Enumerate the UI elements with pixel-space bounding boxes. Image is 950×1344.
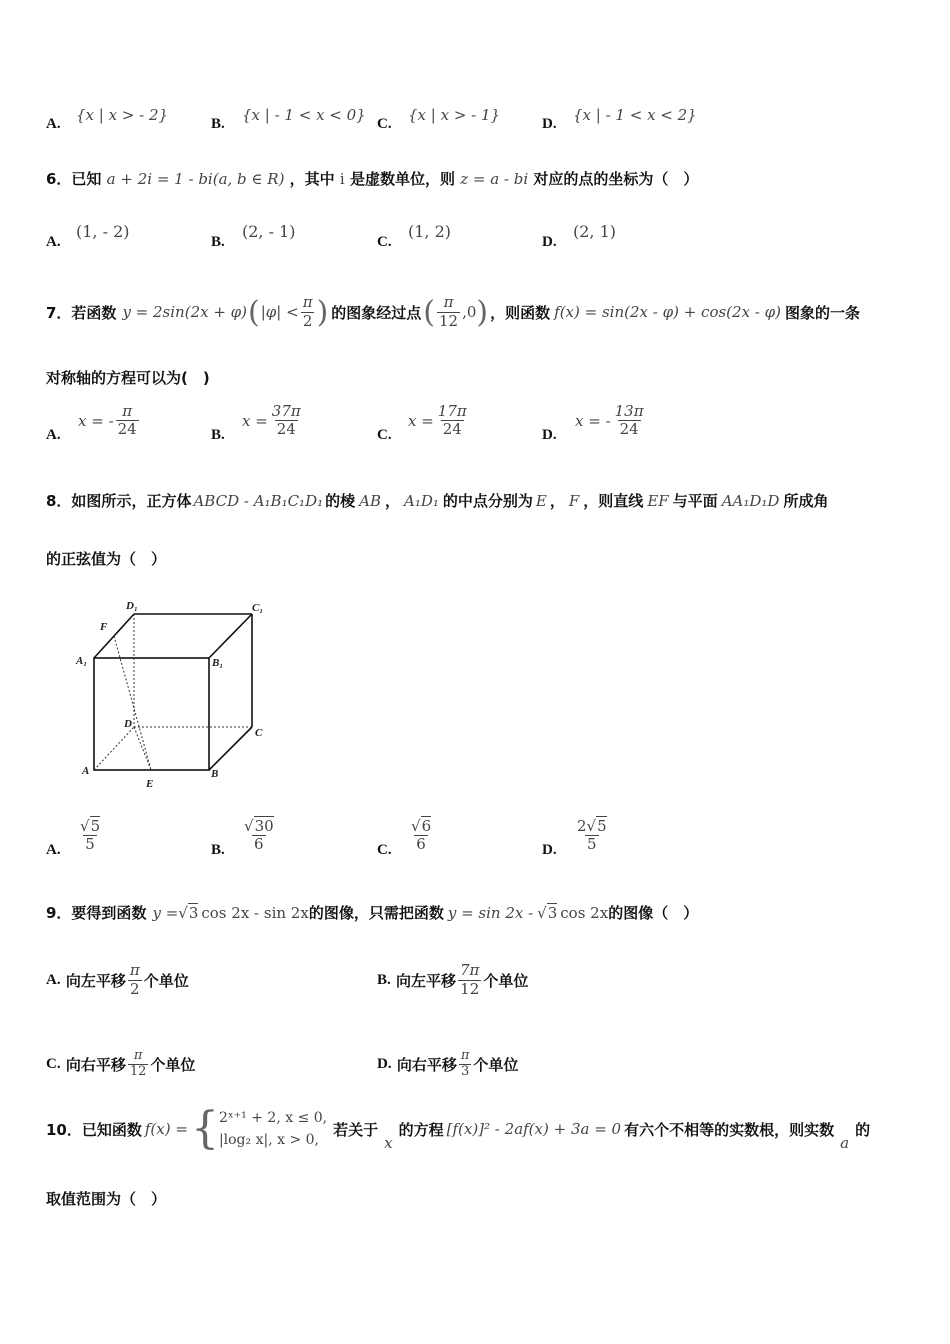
q6-option-d: (2, 1) bbox=[573, 222, 617, 241]
option-label: D. bbox=[542, 842, 557, 858]
q8-text: 所成角 bbox=[783, 492, 829, 510]
q7-option-b: x = bbox=[242, 411, 268, 430]
q9-option-a bbox=[46, 958, 189, 1002]
q8-formula: F bbox=[568, 491, 580, 510]
q10-text: 若关于 bbox=[333, 1120, 379, 1139]
paren-left: ( bbox=[423, 294, 436, 330]
q9-text: 的图像，只需把函数 bbox=[308, 904, 444, 922]
coef: 2 bbox=[577, 817, 587, 835]
vertex-label: E bbox=[146, 778, 154, 790]
frac-num: 17π bbox=[437, 402, 467, 420]
question-8 bbox=[46, 490, 828, 511]
sqrt-value: 5 bbox=[90, 817, 101, 835]
q8-text: 的中点分别为 bbox=[442, 492, 533, 510]
q10-case-2: |log₂ x|, x > 0, bbox=[218, 1132, 319, 1148]
option-label: A. bbox=[46, 427, 61, 443]
frac-num: π bbox=[129, 961, 140, 980]
cube-hidden-edge bbox=[134, 727, 151, 770]
frac-num: π bbox=[133, 1047, 143, 1063]
frac-den: 6 bbox=[416, 835, 426, 854]
option-label: D. bbox=[542, 234, 557, 250]
q9-formula: y = bbox=[152, 903, 179, 922]
frac-den: 24 bbox=[276, 420, 296, 439]
frac-den: 6 bbox=[254, 835, 264, 854]
option-text: 向左平移 bbox=[65, 971, 126, 990]
q8-text: ， bbox=[384, 492, 400, 510]
q9-text: 的图像（ ） bbox=[608, 904, 699, 922]
option-label: B. bbox=[211, 842, 225, 858]
q7-formula: |φ| < bbox=[260, 303, 299, 321]
option-text: 向左平移 bbox=[396, 971, 457, 990]
q9-text: 9．要得到函数 bbox=[46, 904, 147, 922]
option-label: A. bbox=[46, 234, 61, 250]
q8-text: ， bbox=[549, 492, 565, 510]
q5-option-b: {x | - 1 < x < 0} bbox=[242, 106, 366, 124]
vertex-label: C₁ bbox=[252, 602, 264, 614]
cube-edge bbox=[209, 727, 252, 770]
q8-formula: E bbox=[535, 491, 547, 510]
q6-formula: z = a - bi bbox=[460, 170, 529, 188]
option-label: C. bbox=[377, 842, 392, 858]
option-text: 个单位 bbox=[143, 971, 189, 990]
frac-den: 24 bbox=[442, 420, 462, 439]
q10-line2: 取值范围为（ ） bbox=[46, 1190, 167, 1208]
q5-option-c: {x | x > - 1} bbox=[408, 106, 501, 124]
option-label: D. bbox=[542, 427, 557, 443]
q9-formula: y = sin 2x - bbox=[447, 903, 534, 922]
q8-formula: AA₁D₁D bbox=[721, 491, 780, 510]
cube-edge bbox=[209, 614, 252, 658]
frac-den: 24 bbox=[117, 420, 137, 439]
option-text: 个单位 bbox=[150, 1055, 196, 1074]
question-9: 9．要得到函数 y = √3 cos 2x - sin 2x 的图像，只需把函数 y = sin 2x - √3 cos 2x 的图像（ ） bbox=[46, 903, 699, 922]
q6-text: 6．已知 bbox=[46, 170, 102, 188]
vertex-label: D₁ bbox=[126, 600, 138, 612]
frac-den: 5 bbox=[85, 835, 95, 854]
q8-text: ，则直线 bbox=[583, 492, 644, 510]
q6-option-b: (2, - 1) bbox=[242, 222, 296, 241]
q10-case-1: 2ˣ⁺¹ + 2, x ≤ 0, bbox=[218, 1110, 328, 1126]
question-7 bbox=[46, 284, 860, 340]
q9-option-b bbox=[377, 958, 528, 1002]
option-label: B. bbox=[211, 234, 225, 250]
paren-right: ) bbox=[476, 294, 489, 330]
vertex-label: B₁ bbox=[212, 657, 224, 669]
option-text: 向右平移 bbox=[396, 1055, 457, 1074]
option-label: A. bbox=[46, 971, 61, 988]
q7-formula: f(x) = sin(2x - φ) + cos(2x - φ) bbox=[554, 303, 781, 321]
q6-text: ，其中 bbox=[289, 170, 335, 188]
q8-formula: AB bbox=[359, 491, 381, 510]
q7-text: ，则函数 bbox=[490, 303, 551, 322]
q7-frac-den: 12 bbox=[439, 311, 459, 330]
q8-text: 的棱 bbox=[325, 492, 356, 510]
vertex-label: D bbox=[124, 718, 132, 730]
q6-formula: i bbox=[339, 170, 345, 188]
q8-text: 8．如图所示，正方体 bbox=[46, 492, 192, 510]
option-label: C. bbox=[377, 427, 392, 443]
frac-den: 3 bbox=[460, 1063, 470, 1079]
q10-formula: a bbox=[840, 1134, 850, 1152]
q10-text: 10．已知函数 bbox=[46, 1120, 142, 1139]
q8-option-c: $\frac{√6}{6}$ bbox=[411, 817, 432, 854]
cube-front-face bbox=[94, 658, 209, 770]
q8-line2: 的正弦值为（ ） bbox=[46, 550, 167, 568]
q7-frac-num: π bbox=[443, 293, 454, 312]
frac-num: 37π bbox=[271, 402, 301, 420]
q10-text: 有六个不相等的实数根，则实数 bbox=[624, 1120, 835, 1139]
frac-num: π bbox=[460, 1047, 470, 1063]
q10-formula: f(x) = bbox=[144, 1120, 188, 1138]
q6-option-a: (1, - 2) bbox=[76, 222, 130, 241]
cube-figure bbox=[72, 592, 292, 792]
q8-text: 与平面 bbox=[672, 492, 718, 510]
sqrt-value: 5 bbox=[597, 817, 607, 835]
q10-formula: [f(x)]² - 2af(x) + 3a = 0 bbox=[446, 1120, 622, 1138]
q7-formula: y = 2sin(2x + φ) bbox=[122, 303, 248, 321]
q9-formula: cos 2x bbox=[560, 903, 609, 922]
q7-text: 7．若函数 bbox=[46, 303, 117, 322]
option-label: B. bbox=[211, 427, 225, 443]
sqrt-value: 3 bbox=[188, 903, 199, 922]
q9-option-c bbox=[46, 1042, 195, 1086]
option-text: 个单位 bbox=[473, 1055, 519, 1074]
frac-den: 12 bbox=[129, 1063, 147, 1079]
frac-num: π bbox=[122, 402, 133, 420]
q10-text: 的方程 bbox=[398, 1120, 444, 1139]
q7-text: 图象的一条 bbox=[785, 303, 861, 322]
option-text: 向右平移 bbox=[65, 1055, 126, 1074]
q7-frac-den: 2 bbox=[302, 311, 313, 330]
q6-text: 对应的点的坐标为（ ） bbox=[533, 170, 699, 188]
option-label: A. bbox=[46, 116, 61, 132]
option-label: A. bbox=[46, 842, 61, 858]
q5-option-a: {x | x > - 2} bbox=[76, 106, 169, 124]
q10-formula: x bbox=[384, 1134, 393, 1152]
option-label: D. bbox=[377, 1055, 392, 1072]
paren-right: ) bbox=[316, 294, 329, 330]
sqrt-value: 6 bbox=[421, 817, 432, 835]
q8-formula: A₁D₁ bbox=[404, 491, 439, 510]
q7-option-a: x = - bbox=[78, 411, 114, 430]
brace-left: { bbox=[190, 1103, 219, 1154]
option-label: B. bbox=[211, 116, 225, 132]
frac-den: 12 bbox=[460, 979, 480, 998]
q8-formula: EF bbox=[647, 491, 669, 510]
frac-den: 5 bbox=[587, 835, 597, 854]
q9-option-d bbox=[377, 1042, 518, 1086]
vertex-label: C bbox=[255, 727, 263, 739]
vertex-label: F bbox=[100, 621, 108, 633]
sqrt-value: 30 bbox=[254, 817, 274, 835]
q7-option-c: x = bbox=[408, 411, 434, 430]
option-label: B. bbox=[377, 971, 391, 988]
option-text: 个单位 bbox=[483, 971, 529, 990]
q7-frac-num: π bbox=[302, 293, 313, 312]
frac-num: 7π bbox=[460, 961, 480, 980]
frac-den: 24 bbox=[619, 420, 639, 439]
vertex-label: A bbox=[82, 765, 90, 777]
frac-den: 2 bbox=[130, 979, 140, 998]
option-label: D. bbox=[542, 116, 557, 132]
q8-option-b: $\frac{√30}{6}$ bbox=[244, 817, 274, 854]
line-ef bbox=[114, 636, 151, 770]
vertex-label: A₁ bbox=[76, 655, 88, 667]
q6-option-c: (1, 2) bbox=[408, 222, 452, 241]
q6-formula: a + 2i = 1 - bi(a, b ∈ R) bbox=[106, 170, 285, 188]
vertex-label: B bbox=[211, 768, 219, 780]
q7-formula: ,0 bbox=[462, 303, 477, 321]
q7-text: 的图象经过点 bbox=[331, 303, 422, 322]
option-label: C. bbox=[377, 234, 392, 250]
q8-formula: ABCD - A₁B₁C₁D₁ bbox=[193, 491, 324, 510]
paren-left: ( bbox=[248, 294, 260, 330]
q7-line2: 对称轴的方程可以为( ) bbox=[46, 369, 210, 387]
q6-text: 是虚数单位，则 bbox=[349, 170, 455, 188]
q9-options bbox=[46, 958, 846, 1088]
q10-text: 的 bbox=[855, 1120, 871, 1139]
cube-hidden-edge bbox=[94, 727, 134, 770]
q7-option-d: x = - bbox=[575, 411, 611, 430]
sqrt-value: 3 bbox=[547, 903, 558, 922]
frac-num: 13π bbox=[614, 402, 644, 420]
question-10 bbox=[46, 1098, 870, 1160]
q8-option-a: $\frac{√5}{5}$ bbox=[80, 817, 101, 854]
option-label: C. bbox=[46, 1055, 61, 1072]
q8-option-d: $\frac{2√5}{5}$ bbox=[577, 817, 607, 854]
option-label: C. bbox=[377, 116, 392, 132]
q5-option-d: {x | - 1 < x < 2} bbox=[573, 106, 697, 124]
q9-formula: cos 2x - sin 2x bbox=[201, 903, 309, 922]
question-6 bbox=[46, 168, 698, 189]
